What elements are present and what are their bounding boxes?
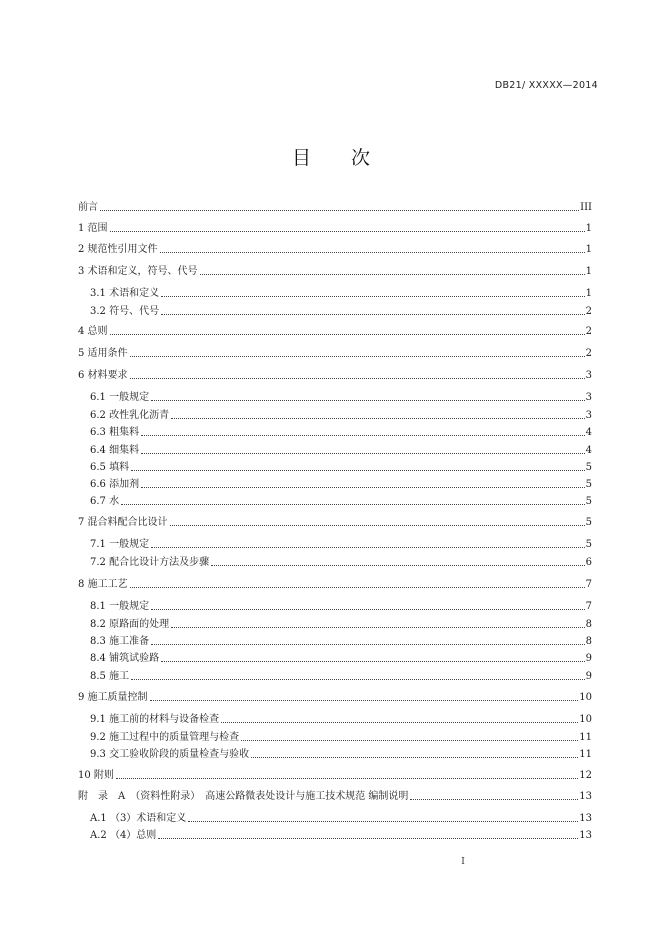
toc-entry[interactable] bbox=[90, 460, 592, 474]
toc-entry-label: 8.1 一般规定 bbox=[90, 601, 150, 612]
toc-entry[interactable] bbox=[78, 368, 592, 382]
toc-entry-page: 1 bbox=[585, 288, 592, 299]
toc-dot-leader bbox=[100, 210, 579, 211]
toc-entry-page: 2 bbox=[585, 306, 592, 317]
page-number: I bbox=[461, 857, 465, 867]
toc-dot-leader bbox=[211, 565, 585, 566]
toc-dot-leader bbox=[171, 418, 585, 419]
toc-entry-label: 6.7 水 bbox=[90, 496, 120, 507]
toc-entry[interactable] bbox=[90, 747, 592, 761]
toc-entry[interactable] bbox=[90, 651, 592, 665]
toc-entry-label: A.2 （4）总则 bbox=[90, 830, 157, 841]
toc-entry-page: 5 bbox=[585, 539, 592, 550]
toc-entry-page: 7 bbox=[585, 601, 592, 612]
toc-entry-page: 4 bbox=[585, 445, 592, 456]
toc-entry[interactable] bbox=[90, 669, 592, 683]
toc-entry-page: 3 bbox=[585, 410, 592, 421]
toc-dot-leader bbox=[161, 661, 585, 662]
toc-entry-page: 5 bbox=[585, 462, 592, 473]
toc-entry-page: 8 bbox=[585, 636, 592, 647]
toc-entry-page: 1 bbox=[585, 223, 592, 234]
toc-entry-label: 7.2 配合比设计方法及步骤 bbox=[90, 557, 210, 568]
toc-entry-label: 6.3 粗集料 bbox=[90, 427, 140, 438]
toc-dot-leader bbox=[161, 296, 585, 297]
toc-entry-label: 附 录 A （资料性附录） 高速公路微表处设计与施工技术规范 编制说明 bbox=[78, 791, 409, 802]
toc-entry-page: 5 bbox=[585, 517, 592, 528]
toc-entry[interactable] bbox=[90, 408, 592, 422]
toc-entry-label: 7 混合料配合比设计 bbox=[78, 517, 168, 528]
toc-entry-page: 10 bbox=[579, 692, 592, 703]
toc-entry-label: 3 术语和定义，符号、代号 bbox=[78, 266, 198, 277]
toc-entry[interactable] bbox=[90, 730, 592, 744]
toc-dot-leader bbox=[251, 757, 578, 758]
toc-dot-leader bbox=[131, 470, 585, 471]
toc-dot-leader bbox=[410, 799, 578, 800]
toc-entry-page: 13 bbox=[579, 830, 592, 841]
toc-entry-label: 8.2 原路面的处理 bbox=[90, 619, 170, 630]
toc-entry-label: 6.6 添加剂 bbox=[90, 479, 140, 490]
toc-dot-leader bbox=[130, 587, 585, 588]
toc-dot-leader bbox=[141, 453, 585, 454]
toc-entry-label: 9 施工质量控制 bbox=[78, 692, 148, 703]
toc-entry-page: III bbox=[580, 202, 592, 213]
toc-entry-label: 6.2 改性乳化沥青 bbox=[90, 410, 170, 421]
toc-dot-leader bbox=[221, 722, 578, 723]
toc-entry-page: 3 bbox=[585, 392, 592, 403]
toc-dot-leader bbox=[241, 740, 578, 741]
toc-dot-leader bbox=[110, 334, 585, 335]
toc-dot-leader bbox=[158, 838, 578, 839]
toc-dot-leader bbox=[141, 487, 585, 488]
toc-entry-page: 2 bbox=[585, 326, 592, 337]
toc-entry[interactable] bbox=[90, 634, 592, 648]
toc-entry-label: 5 适用条件 bbox=[78, 348, 128, 359]
toc-entry-label: A.1 （3）术语和定义 bbox=[90, 813, 187, 824]
toc-dot-leader bbox=[151, 400, 585, 401]
toc-entry-page: 10 bbox=[579, 714, 592, 725]
toc-entry-label: 4 总则 bbox=[78, 326, 108, 337]
toc-entry[interactable] bbox=[90, 390, 592, 404]
toc-dot-leader bbox=[150, 700, 579, 701]
toc-entry[interactable] bbox=[78, 200, 592, 214]
toc-entry[interactable] bbox=[90, 599, 592, 613]
toc-entry-label: 3.1 术语和定义 bbox=[90, 288, 160, 299]
toc-entry-label: 8 施工工艺 bbox=[78, 579, 128, 590]
toc-dot-leader bbox=[131, 679, 585, 680]
toc-dot-leader bbox=[188, 821, 578, 822]
toc-entry[interactable] bbox=[78, 515, 592, 529]
toc-entry-label: 8.3 施工准备 bbox=[90, 636, 150, 647]
toc-entry[interactable] bbox=[78, 690, 592, 704]
toc-dot-leader bbox=[110, 231, 585, 232]
toc-entry-label: 9.1 施工前的材料与设备检查 bbox=[90, 714, 220, 725]
title-char-1: 目 bbox=[291, 147, 311, 169]
toc-entry[interactable] bbox=[90, 617, 592, 631]
toc-dot-leader bbox=[130, 378, 585, 379]
toc-dot-leader bbox=[151, 644, 585, 645]
toc-entry[interactable] bbox=[90, 477, 592, 491]
toc-entry[interactable] bbox=[78, 324, 592, 338]
toc-entry[interactable] bbox=[78, 768, 592, 782]
page-title bbox=[0, 143, 662, 170]
toc-dot-leader bbox=[151, 547, 585, 548]
toc-dot-leader bbox=[171, 627, 585, 628]
toc-entry[interactable] bbox=[78, 577, 592, 591]
toc-entry[interactable] bbox=[78, 221, 592, 235]
toc-entry-label: 2 规范性引用文件 bbox=[78, 244, 158, 255]
toc-entry[interactable] bbox=[90, 828, 592, 842]
toc-entry-label: 6.4 细集料 bbox=[90, 445, 140, 456]
toc-entry[interactable] bbox=[78, 242, 592, 256]
toc-entry[interactable] bbox=[90, 443, 592, 457]
toc-entry-page: 1 bbox=[585, 244, 592, 255]
toc-entry-page: 6 bbox=[585, 557, 592, 568]
document-code: DB21/ XXXXX—2014 bbox=[494, 80, 598, 91]
toc-entry[interactable] bbox=[90, 537, 592, 551]
toc-entry-label: 6.5 填料 bbox=[90, 462, 130, 473]
toc-dot-leader bbox=[116, 778, 578, 779]
toc-entry[interactable] bbox=[78, 346, 592, 360]
toc-entry-label: 1 范围 bbox=[78, 223, 108, 234]
toc-entry-page: 5 bbox=[585, 496, 592, 507]
toc-entry-page: 5 bbox=[585, 479, 592, 490]
title-char-2: 次 bbox=[351, 147, 371, 169]
toc-dot-leader bbox=[121, 504, 585, 505]
toc-entry-page: 9 bbox=[585, 671, 592, 682]
toc-entry[interactable] bbox=[90, 304, 592, 318]
toc-entry[interactable] bbox=[78, 264, 592, 278]
toc-entry[interactable] bbox=[90, 555, 592, 569]
toc-entry-page: 7 bbox=[585, 579, 592, 590]
toc-entry-label: 3.2 符号、代号 bbox=[90, 306, 160, 317]
toc-entry-page: 11 bbox=[579, 749, 592, 760]
toc-entry-label: 9.2 施工过程中的质量管理与检查 bbox=[90, 732, 240, 743]
toc-entry-page: 3 bbox=[585, 370, 592, 381]
toc-entry-label: 前言 bbox=[78, 202, 98, 213]
toc-entry[interactable] bbox=[90, 494, 592, 508]
toc-entry-page: 12 bbox=[579, 770, 592, 781]
toc-entry-label: 10 附则 bbox=[78, 770, 114, 781]
toc-entry-page: 9 bbox=[585, 653, 592, 664]
toc-entry[interactable] bbox=[90, 425, 592, 439]
toc-entry-page: 4 bbox=[585, 427, 592, 438]
toc-entry[interactable] bbox=[90, 712, 592, 726]
toc-dot-leader bbox=[160, 252, 585, 253]
toc-entry[interactable] bbox=[78, 789, 592, 803]
toc-entry-label: 8.4 铺筑试验路 bbox=[90, 653, 160, 664]
toc-entry-page: 1 bbox=[585, 266, 592, 277]
toc-entry-label: 7.1 一般规定 bbox=[90, 539, 150, 550]
toc-entry-page: 11 bbox=[579, 732, 592, 743]
toc-entry-label: 6.1 一般规定 bbox=[90, 392, 150, 403]
toc-entry-page: 13 bbox=[579, 813, 592, 824]
toc-entry-label: 9.3 交工验收阶段的质量检查与验收 bbox=[90, 749, 250, 760]
toc-entry-page: 13 bbox=[579, 791, 592, 802]
toc-dot-leader bbox=[151, 609, 585, 610]
toc-entry[interactable] bbox=[90, 286, 592, 300]
toc-entry-label: 8.5 施工 bbox=[90, 671, 130, 682]
toc-entry-label: 6 材料要求 bbox=[78, 370, 128, 381]
toc-dot-leader bbox=[200, 274, 585, 275]
toc-dot-leader bbox=[130, 356, 585, 357]
toc-entry-page: 8 bbox=[585, 619, 592, 630]
toc-dot-leader bbox=[161, 314, 585, 315]
toc-dot-leader bbox=[170, 525, 585, 526]
toc-entry-page: 2 bbox=[585, 348, 592, 359]
toc-dot-leader bbox=[141, 435, 585, 436]
toc-entry[interactable] bbox=[90, 811, 592, 825]
